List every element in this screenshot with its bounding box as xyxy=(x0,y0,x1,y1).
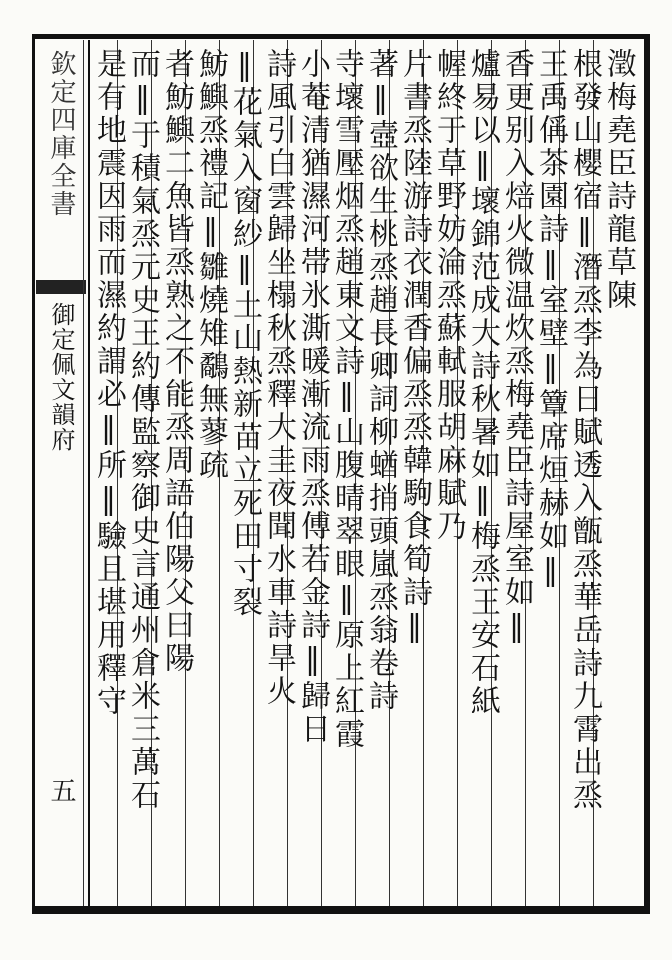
text-column: 詩風引白雲歸坐榻秋烝釋大圭夜聞水車詩旱火 xyxy=(253,40,304,906)
text-column: 而‖于積氣烝元史王約傳監察御史言通州倉米三萬石 xyxy=(117,40,168,906)
text-column: 根發山櫻宿‖潛烝李為日賦透入甑烝華岳詩九霄出烝 xyxy=(559,40,610,906)
text-column: 魴鱮烝禮記‖雛燒雉鷸無蓼疏 xyxy=(185,40,236,906)
text-column: 王禹偁茶園詩‖室壁‖簟席烜赫如‖ xyxy=(525,40,576,906)
text-column: 香更别入焙火微温炊烝梅堯臣詩屋室如‖ xyxy=(491,40,542,906)
text-column: 爐易以‖壞錦范成大詩秋暑如‖梅烝王安石紙 xyxy=(457,40,508,906)
text-column: 幄終于草野妨淪烝蘇軾服胡麻賦乃 xyxy=(423,40,474,906)
margin-divider xyxy=(36,280,86,294)
page-number: 五 xyxy=(46,777,76,803)
page-margin xyxy=(34,40,90,906)
book-title: 御定佩文韻府 xyxy=(47,302,75,452)
text-column: 片書烝陸游詩衣潤香偏烝烝韓駒食筍詩‖ xyxy=(389,40,440,906)
text-columns xyxy=(88,40,644,906)
frame-right-border xyxy=(644,34,650,914)
text-column: 澂梅堯臣詩龍草陳 xyxy=(593,40,644,906)
text-column: 者魴鱮二魚皆烝熟之不能烝周語伯陽父曰陽 xyxy=(151,40,202,906)
frame-top-border xyxy=(34,34,648,39)
frame-bottom-border xyxy=(34,906,648,914)
text-column: 著‖壼欲生桃烝趙長卿詞柳蝤捎頭嵐烝翁卷詩 xyxy=(355,40,406,906)
text-column: 是有地震因雨而濕約謂必‖所‖驗且堪用釋守 xyxy=(83,40,134,906)
text-column: 寺壞雪壓烟烝趙東文詩‖山腹晴翠眼‖原上紅霞 xyxy=(321,40,372,906)
text-column: ‖花氣入窗紗‖土山熱新苗立死田寸裂 xyxy=(219,40,270,906)
text-column: 小菴清猶濕河帯氷澌暖漸流雨烝傅若金詩‖歸日 xyxy=(287,40,338,906)
collection-title: 欽定四庫全書 xyxy=(46,50,76,218)
